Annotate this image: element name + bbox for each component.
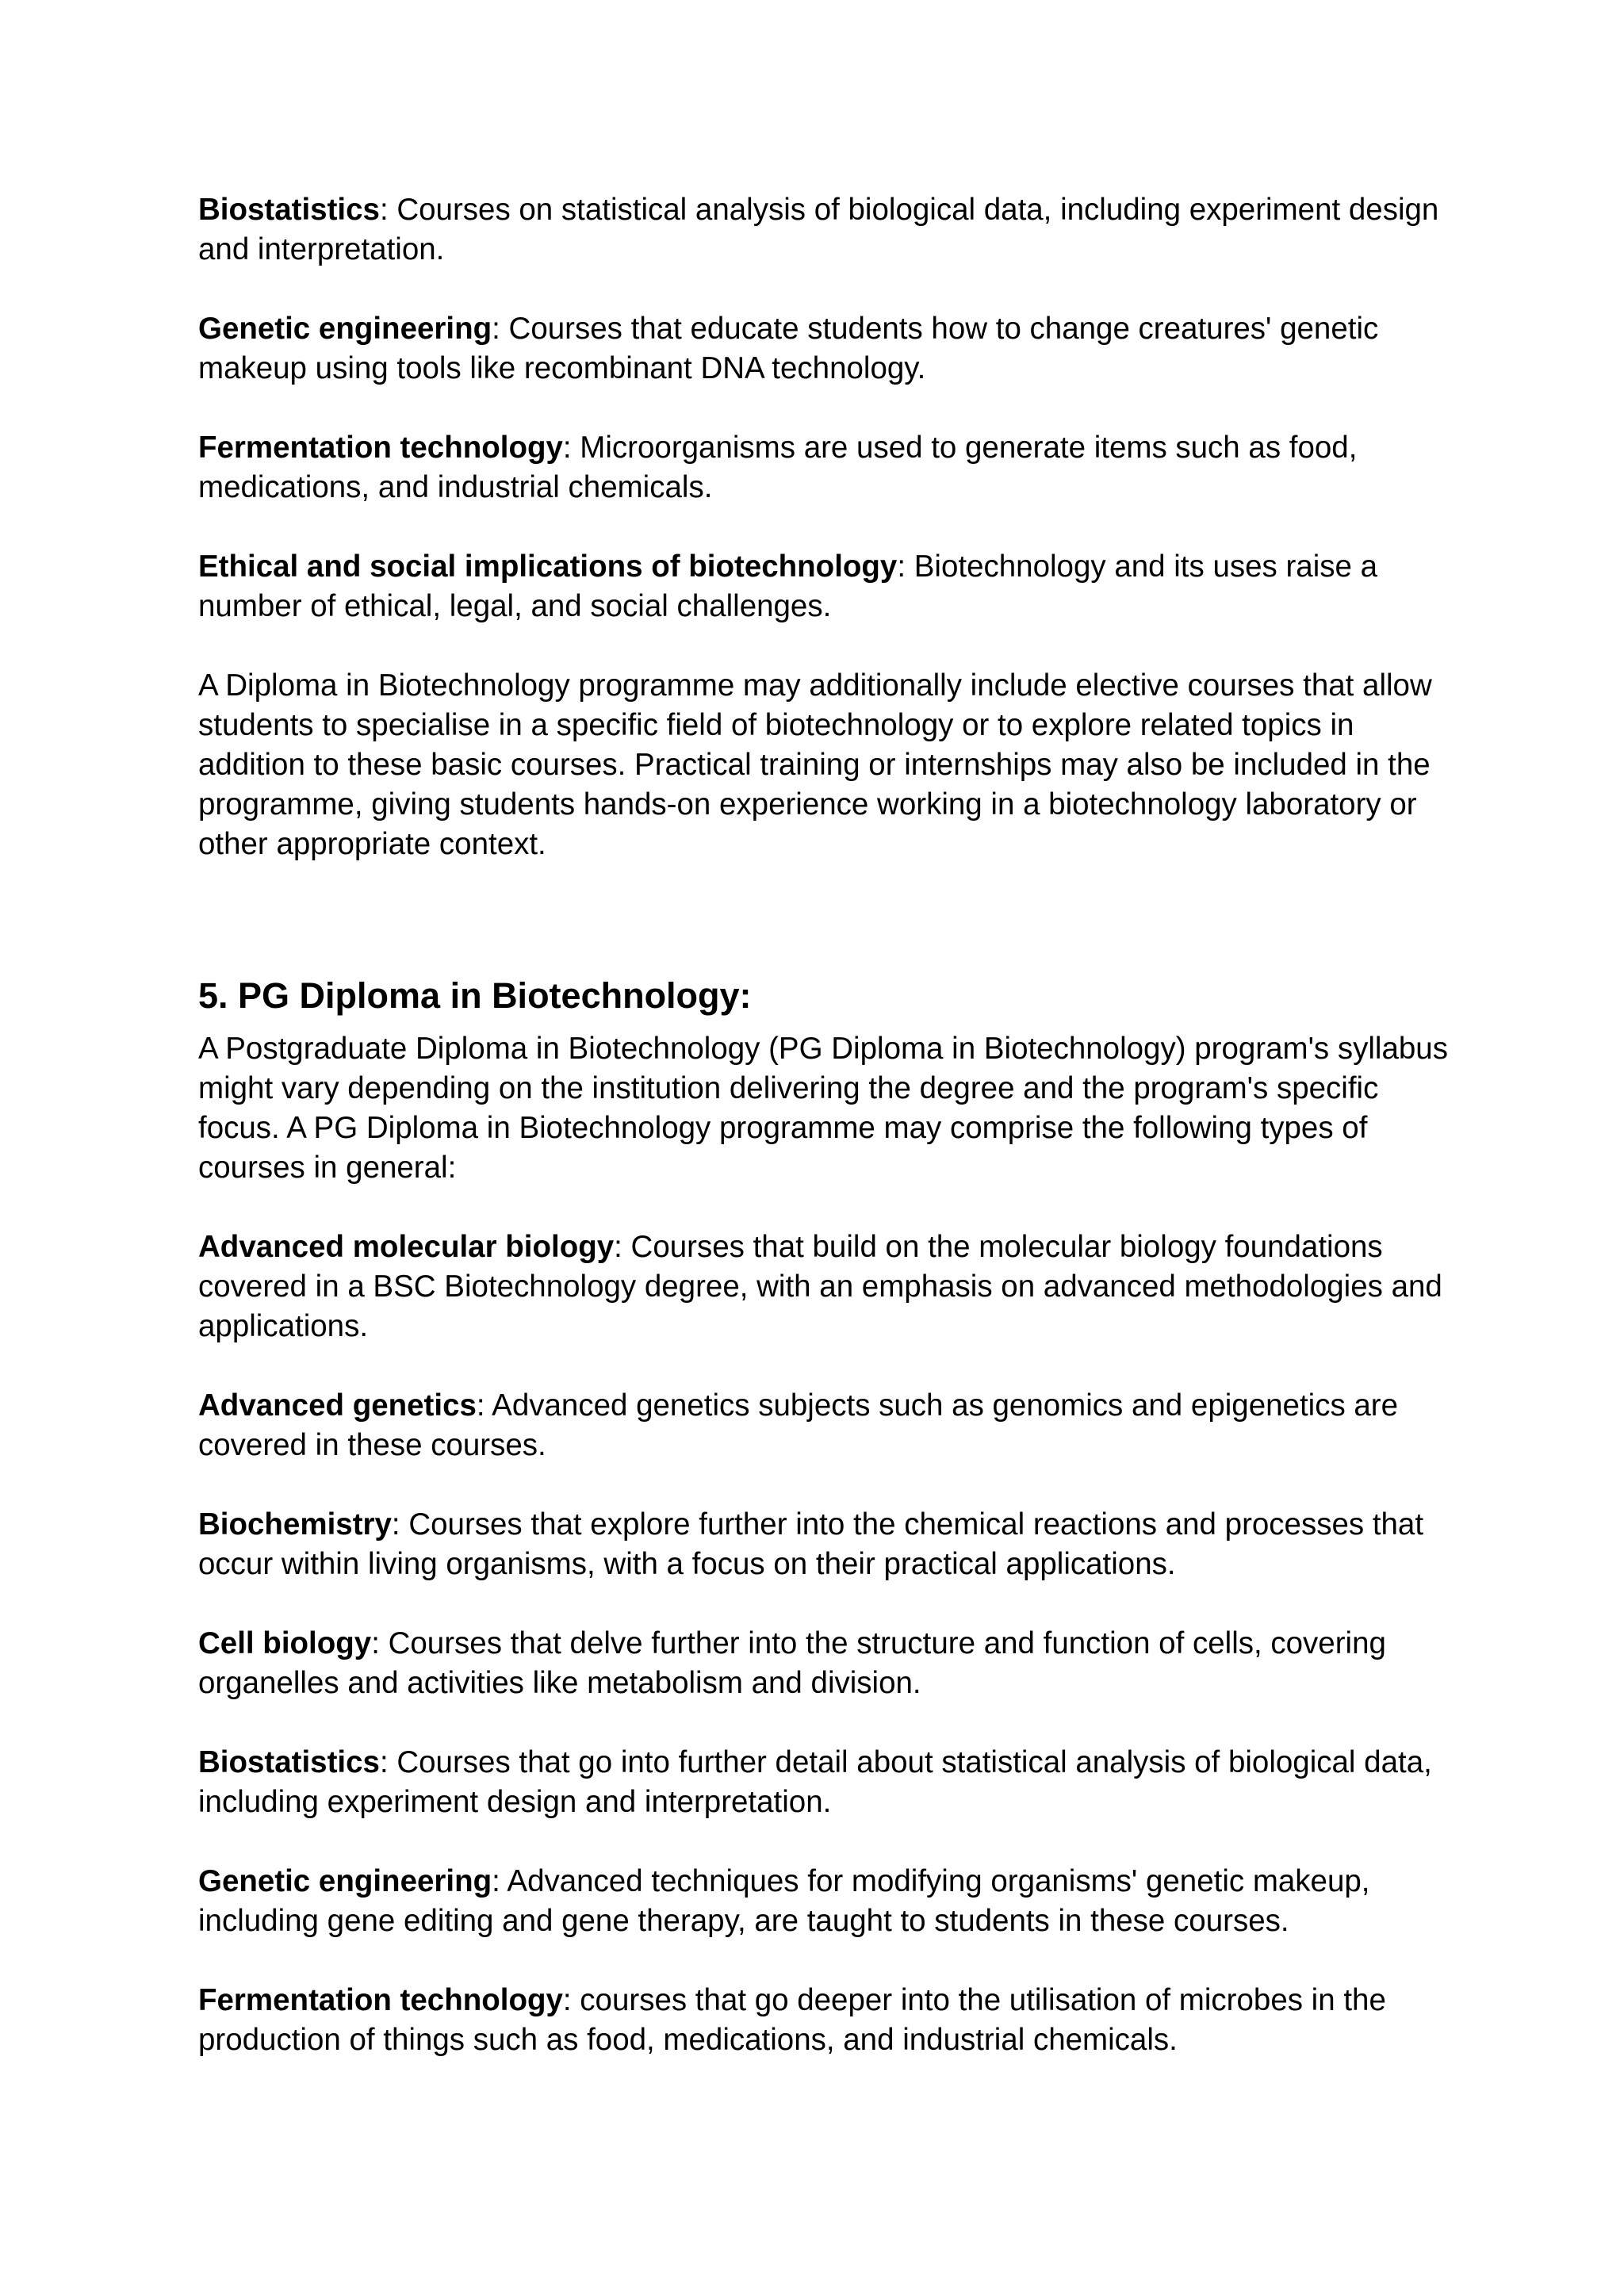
course-term: Advanced genetics [198, 1388, 477, 1423]
course-item-genetic-engineering [198, 309, 1451, 389]
course-item-biochemistry [198, 1505, 1451, 1584]
course-term: Fermentation technology [198, 1983, 563, 2017]
course-term: Biostatistics [198, 193, 380, 227]
course-description: : Biotechnology and its uses raise a number of ethical, legal, and social challenges. [198, 550, 1378, 623]
course-description: : Advanced techniques for modifying organisms' genetic makeup, including gene editing and gene therapy, are taught to students in these courses. [198, 1864, 1370, 1938]
course-term: Advanced molecular biology [198, 1230, 615, 1264]
section-heading: 5. PG Diploma in Biotechnology: [198, 975, 752, 1016]
course-item-fermentation-technology [198, 428, 1451, 507]
course-item-cell-biology [198, 1624, 1451, 1703]
course-description: : Advanced genetics subjects such as genomics and epigenetics are covered in these courses. [198, 1388, 1399, 1462]
course-item-biostatistics [198, 190, 1451, 270]
course-item-genetic-engineering-advanced [198, 1862, 1451, 1941]
course-term: Genetic engineering [198, 1864, 492, 1898]
course-term: Fermentation technology [198, 431, 563, 465]
course-description: : Courses that delve further into the structure and function of cells, covering organelles and activities like metabolism and division. [198, 1626, 1386, 1700]
section-intro: A Postgraduate Diploma in Biotechnology (PG Diploma in Biotechnology) program's syllabus might vary depending on the institution delivering the degree and the program's specific focus. A PG Diploma in Biotechnology programme may comprise the following types of courses in general: [198, 1032, 1448, 1185]
course-description: : Microorganisms are used to generate items such as food, medications, and industrial chemicals. [198, 431, 1358, 504]
course-term: Genetic engineering [198, 312, 492, 346]
diploma-paragraph: A Diploma in Biotechnology programme may additionally include elective courses that allow students to specialise in a specific field of biotechnology or to explore related topics in addition to these basic courses. Practical training or internships may also be included in the programme, giving students hands-on experience working in a biotechnology laboratory or other appropriate context. [198, 668, 1432, 861]
course-item-ethical-social-implications [198, 547, 1451, 626]
course-item-advanced-molecular-biology [198, 1227, 1451, 1346]
course-term: Biostatistics [198, 1745, 380, 1779]
course-item-advanced-genetics [198, 1386, 1451, 1465]
course-term: Cell biology [198, 1626, 372, 1660]
course-description: : Courses that build on the molecular biology foundations covered in a BSC Biotechnology degree, with an emphasis on advanced methodologies and applications. [198, 1230, 1442, 1343]
course-description: : Courses that go into further detail about statistical analysis of biological data, including experiment design and interpretation. [198, 1745, 1432, 1819]
course-description: : Courses that explore further into the chemical reactions and processes that occur within living organisms, with a focus on their practical applications. [198, 1507, 1424, 1581]
document-page [198, 190, 1451, 2100]
course-item-fermentation-technology-advanced [198, 1981, 1451, 2060]
course-term: Biochemistry [198, 1507, 392, 1541]
course-description: : Courses on statistical analysis of biological data, including experiment design and interpretation. [198, 193, 1439, 266]
course-description: : courses that go deeper into the utilisation of microbes in the production of things such as food, medications, and industrial chemicals. [198, 1983, 1386, 2057]
section-spacer [198, 904, 1451, 974]
course-item-biostatistics-advanced [198, 1743, 1451, 1822]
course-description: : Courses that educate students how to change creatures' genetic makeup using tools like recombinant DNA technology. [198, 312, 1379, 385]
course-term: Ethical and social implications of biotechnology [198, 550, 898, 584]
